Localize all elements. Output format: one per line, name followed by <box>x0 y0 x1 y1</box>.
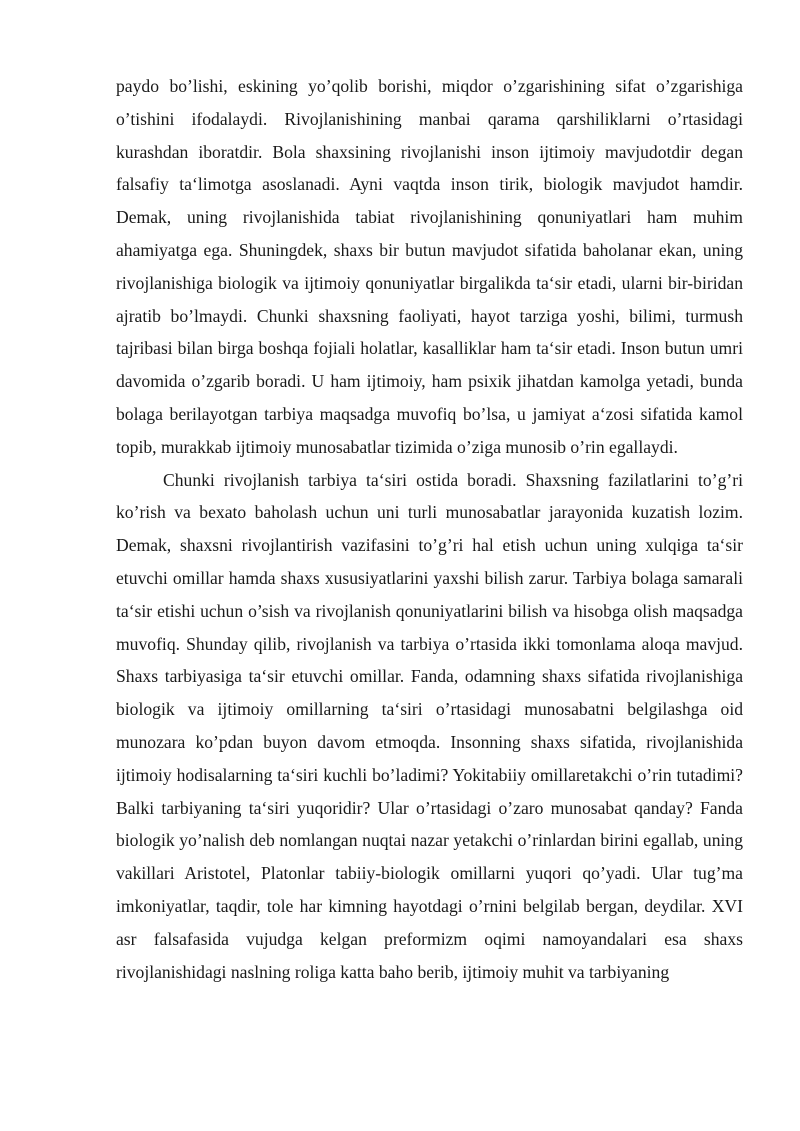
paragraph-continuation: paydo bo’lishi, eskining yo’qolib borishi, miqdor o’zgarishining sifat o’zgarishiga o’tishini ifodalaydi. Rivojlanishining manbai qarama qarshiliklarni o’rtasidagi kurashdan iboratdir. Bola shaxsining rivojlanishi inson ijtimoiy mavjudotdir degan falsafiy ta‘limotga asoslanadi. Ayni vaqtda inson tirik, biologik mavjudot hamdir. Demak, uning rivojlanishida tabiat rivojlanishining qonuniyatlari ham muhim ahamiyatga ega. Shuningdek, shaxs bir butun mavjudot sifatida baholanar ekan, uning rivojlanishiga biologik va ijtimoiy qonuniyatlar birgalikda ta‘sir etadi, ularni bir-biridan ajratib bo’lmaydi. Chunki shaxsning faoliyati, hayot tarziga yoshi, bilimi, turmush tajribasi bilan birga boshqa fojiali holatlar, kasalliklar ham ta‘sir etadi. Inson butun umri davomida o’zgarib boradi. U ham ijtimoiy, ham psixik jihatdan kamolga yetadi, bunda bolaga berilayotgan tarbiya maqsadga muvofiq bo’lsa, u jamiyat a‘zosi sifatida kamol topib, murakkab ijtimoiy munosabatlar tizimida o’ziga munosib o’rin egallaydi. <box>116 76 743 457</box>
paragraph: Chunki rivojlanish tarbiya ta‘siri ostida boradi. Shaxsning fazilatlarini to’g’ri ko’rish va bexato baholash uchun uni turli munosabatlar jarayonida kuzatish lozim. Demak, shaxsni rivojlantirish vazifasini to’g’ri hal etish uchun uning xulqiga ta‘sir etuvchi omillar hamda shaxs xususiyatlarini yaxshi bilish zarur. Tarbiya bolaga samarali ta‘sir etishi uchun o’sish va rivojlanish qonuniyatlarini bilish va hisobga olish maqsadga muvofiq. Shunday qilib, rivojlanish va tarbiya o’rtasida ikki tomonlama aloqa mavjud. Shaxs tarbiyasiga ta‘sir etuvchi omillar. Fanda, odamning shaxs sifatida rivojlanishiga biologik va ijtimoiy omillarning ta‘siri o’rtasidagi munosabatni belgilashga oid munozara ko’pdan buyon davom etmoqda. Insonning shaxs sifatida, rivojlanishida ijtimoiy hodisalarning ta‘siri kuchli bo’ladimi? Yokitabiiy omillaretakchi o’rin tutadimi? Balki tarbiyaning ta‘siri yuqoridir? Ular o’rtasidagi o’zaro munosabat qanday? Fanda biologik yo’nalish deb nomlangan nuqtai nazar yetakchi o’rinlardan birini egallab, uning vakillari Aristotel, Platonlar tabiiy-biologik omillarni yuqori qo’yadi. Ular tug’ma imkoniyatlar, taqdir, tole har kimning hayotdagi o’rnini belgilab bergan, deydilar. XVI asr falsafasida vujudga kelgan preformizm oqimi namoyandalari esa shaxs rivojlanishidagi naslning roliga katta baho berib, ijtimoiy muhit va tarbiyaning <box>116 469 743 982</box>
body-text <box>116 70 743 988</box>
